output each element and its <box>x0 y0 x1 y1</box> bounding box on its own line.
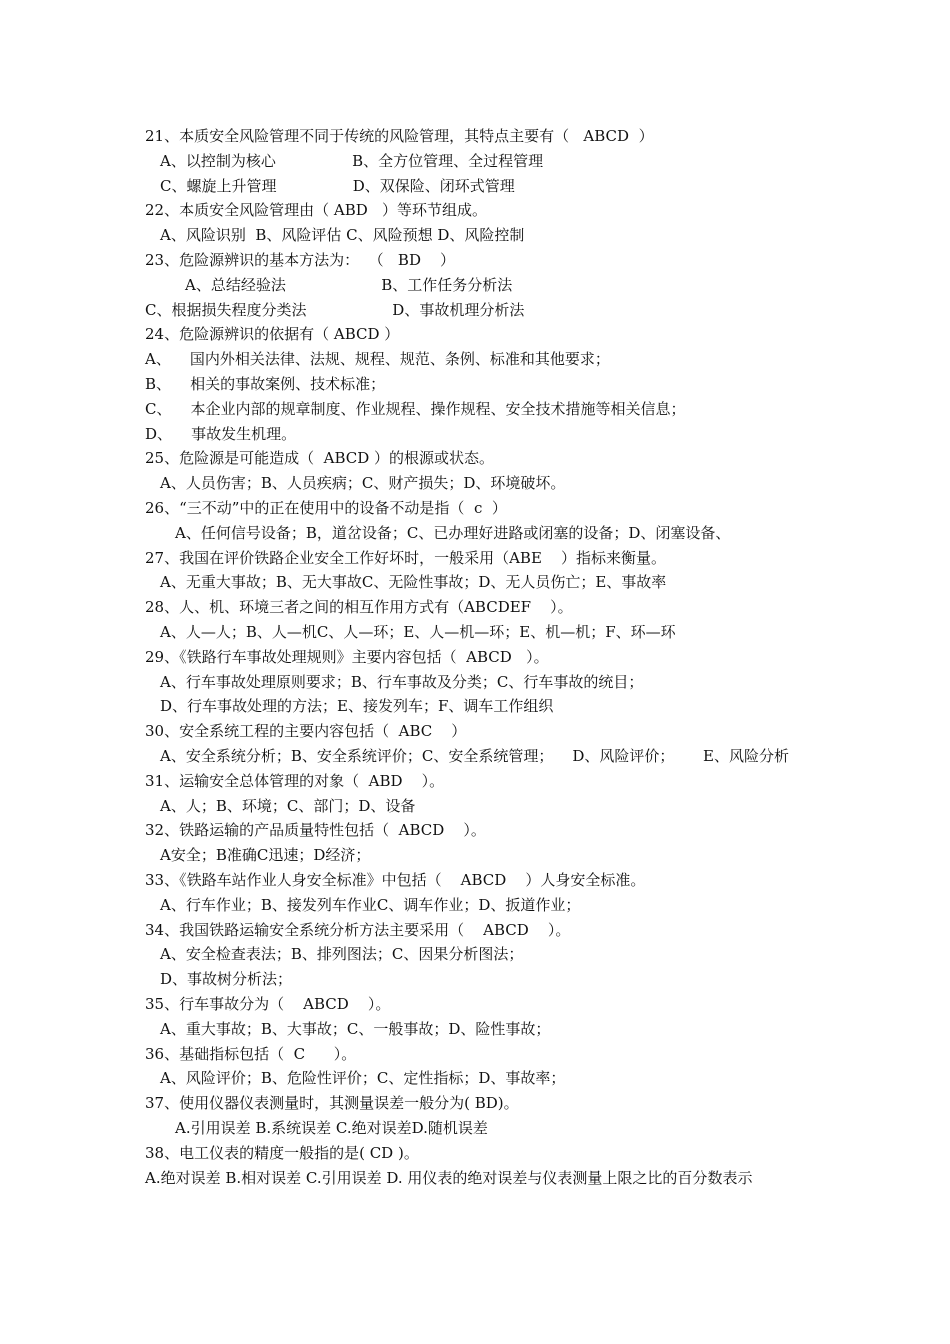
option-line: A、重大事故；B、大事故；C、一般事故；D、险性事故； <box>160 1019 551 1038</box>
option-line: A、人—人；B、人—机C、人—环；E、人—机—环；E、机—机；F、环—环 <box>160 623 676 641</box>
question-line: 38、电工仪表的精度一般指的是( CD )。 <box>145 1143 419 1162</box>
option-line: A、行车事故处理原则要求；B、行车事故及分类；C、行车事故的统目； <box>160 672 644 691</box>
question-line: 34、我国铁路运输安全系统分析方法主要采用（ ABCD ）。 <box>145 920 571 939</box>
question-line: 30、安全系统工程的主要内容包括（ ABC ） <box>145 722 467 741</box>
option-line: A.引用误差 B.系统误差 C.绝对误差D.随机误差 <box>175 1119 488 1137</box>
question-line: 32、铁路运输的产品质量特性包括（ ABCD ）。 <box>145 821 486 840</box>
option-line: A、风险识别 B、风险评估 C、风险预想 D、风险控制 <box>160 226 525 245</box>
option-line: D、 事故发生机理。 <box>145 424 297 443</box>
question-line: 24、危险源辨识的依据有（ ABCD ） <box>145 325 400 344</box>
option-line: A、 国内外相关法律、法规、规程、规范、条例、标准和其他要求； <box>145 350 610 369</box>
question-line: 26、“三不动”中的正在使用中的设备不动是指（ c ） <box>145 499 507 517</box>
question-line: 33、《铁路车站作业人身安全标准》中包括（ ABCD ）人身安全标准。 <box>145 871 646 889</box>
question-line: 31、运输安全总体管理的对象（ ABD ）。 <box>145 771 445 790</box>
option-line: C、 本企业内部的规章制度、作业规程、操作规程、安全技术措施等相关信息； <box>145 399 686 418</box>
question-line: 23、危险源辨识的基本方法为： （ BD ） <box>145 251 456 269</box>
option-line: A、风险评价；B、危险性评价；C、定性指标；D、事故率； <box>160 1069 566 1088</box>
option-line: A、人员伤害；B、人员疾病；C、财产损失；D、环境破坏。 <box>160 474 566 493</box>
option-line: A、以控制为核心 B、全方位管理、全过程管理 <box>160 151 544 170</box>
option-line: C、根据损失程度分类法 D、事故机理分析法 <box>145 300 525 319</box>
question-line: 25、危险源是可能造成（ ABCD ）的根源或状态。 <box>145 449 495 468</box>
question-line: 27、我国在评价铁路企业安全工作好坏时，一般采用（ABE ）指标来衡量。 <box>145 548 666 567</box>
option-line: A、任何信号设备；B，道岔设备；C、已办理好进路或闭塞的设备；D、闭塞设备、 <box>175 523 731 542</box>
option-line: D、事故树分析法； <box>160 970 293 989</box>
option-line: A.绝对误差 B.相对误差 C.引用误差 D. 用仪表的绝对误差与仪表测量上限之比的百分数表示 <box>145 1168 753 1187</box>
question-line: 36、基础指标包括（ C ）。 <box>145 1044 357 1063</box>
option-line: A、总结经验法 B、工作任务分析法 <box>185 275 513 294</box>
question-line: 29、《铁路行车事故处理规则》主要内容包括（ ABCD ）。 <box>145 647 549 666</box>
option-line: A、无重大事故；B、无大事故C、无险性事故；D、无人员伤亡；E、事故率 <box>160 573 667 592</box>
option-line: A、人；B、环境；C、部门；D、设备 <box>160 796 416 815</box>
option-line: C、螺旋上升管理 D、双保险、闭环式管理 <box>160 176 515 195</box>
option-line: A安全；B准确C迅速；D经济； <box>160 846 371 865</box>
option-line: D、行车事故处理的方法；E、接发列车；F、调车工作组织 <box>160 697 554 716</box>
question-line: 22、本质安全风险管理由（ ABD ）等环节组成。 <box>145 201 488 220</box>
question-line: 37、使用仪器仪表测量时，其测量误差一般分为( BD)。 <box>145 1094 519 1113</box>
question-line: 35、行车事故分为（ ABCD ）。 <box>145 995 391 1013</box>
question-line: 28、人、机、环境三者之间的相互作用方式有（ABCDEF ）。 <box>145 598 573 617</box>
option-line: A、行车作业；B、接发列车作业C、调车作业；D、扳道作业； <box>160 895 581 914</box>
option-line: B、 相关的事故案例、技术标准； <box>145 375 386 393</box>
question-line: 21、本质安全风险管理不同于传统的风险管理，其特点主要有（ ABCD ） <box>145 127 654 145</box>
option-line: A、安全系统分析；B、安全系统评价；C、安全系统管理； D、风险评价； E、风险分析 <box>160 747 789 765</box>
option-line: A、安全检查表法；B、排列图法；C、因果分析图法； <box>160 945 524 964</box>
